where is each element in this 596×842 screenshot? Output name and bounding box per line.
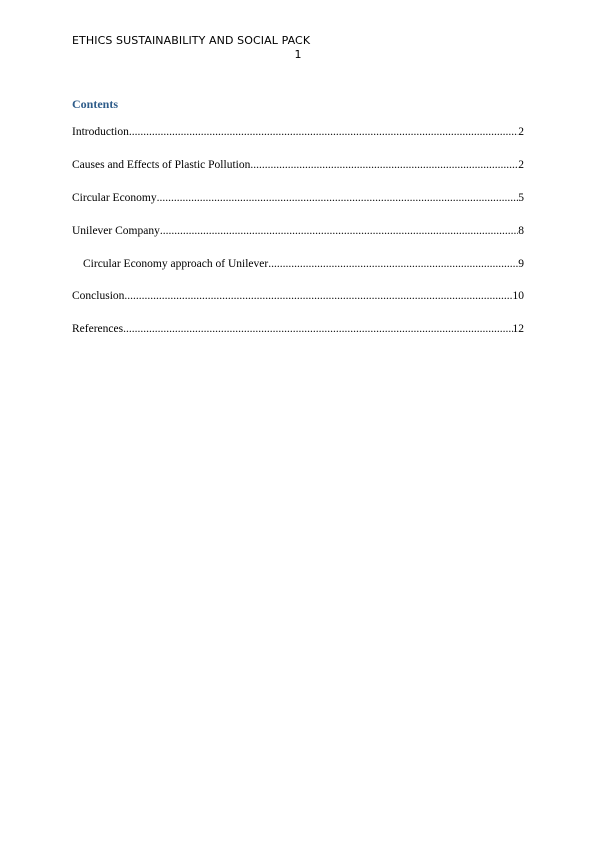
- toc-entry-label: Unilever Company: [72, 225, 160, 237]
- toc-entry-circular-economy-approach[interactable]: [83, 257, 524, 271]
- toc-entry-label: Circular Economy: [72, 192, 157, 204]
- toc-leader-dots: [268, 257, 518, 271]
- toc-entry-label: Circular Economy approach of Unilever: [83, 258, 269, 270]
- toc-entry-label: Conclusion: [72, 290, 125, 302]
- toc-entry-page: 9: [518, 258, 524, 270]
- toc-leader-dots: [157, 191, 519, 205]
- toc-entry-unilever-company[interactable]: [72, 224, 524, 238]
- toc-entry-circular-economy[interactable]: [72, 191, 524, 205]
- toc-entry-page: 5: [518, 192, 524, 204]
- toc-leader-dots: [123, 322, 512, 336]
- toc-leader-dots: [124, 289, 512, 303]
- toc-heading: Contents: [72, 97, 119, 111]
- toc-entry-references[interactable]: [72, 322, 524, 336]
- toc-entry-page: 12: [512, 323, 524, 335]
- toc-entry-label: Causes and Effects of Plastic Pollution: [72, 159, 251, 171]
- toc-leader-dots: [250, 158, 518, 172]
- toc-entry-label: Introduction: [72, 126, 129, 138]
- toc-entry-causes-effects[interactable]: [72, 158, 524, 172]
- toc-entry-label: References: [72, 323, 124, 335]
- toc-entry-page: 2: [518, 126, 524, 138]
- toc-entry-page: 8: [518, 225, 524, 237]
- running-head-title: ETHICS SUSTAINABILITY AND SOCIAL PACK: [72, 34, 311, 47]
- toc-entry-conclusion[interactable]: [72, 289, 524, 303]
- toc-entry-introduction[interactable]: [72, 125, 524, 139]
- toc-entry-page: 10: [512, 290, 524, 302]
- toc-leader-dots: [160, 224, 518, 238]
- page-number: 1: [294, 48, 302, 61]
- toc-entry-page: 2: [518, 159, 524, 171]
- toc-leader-dots: [129, 125, 518, 139]
